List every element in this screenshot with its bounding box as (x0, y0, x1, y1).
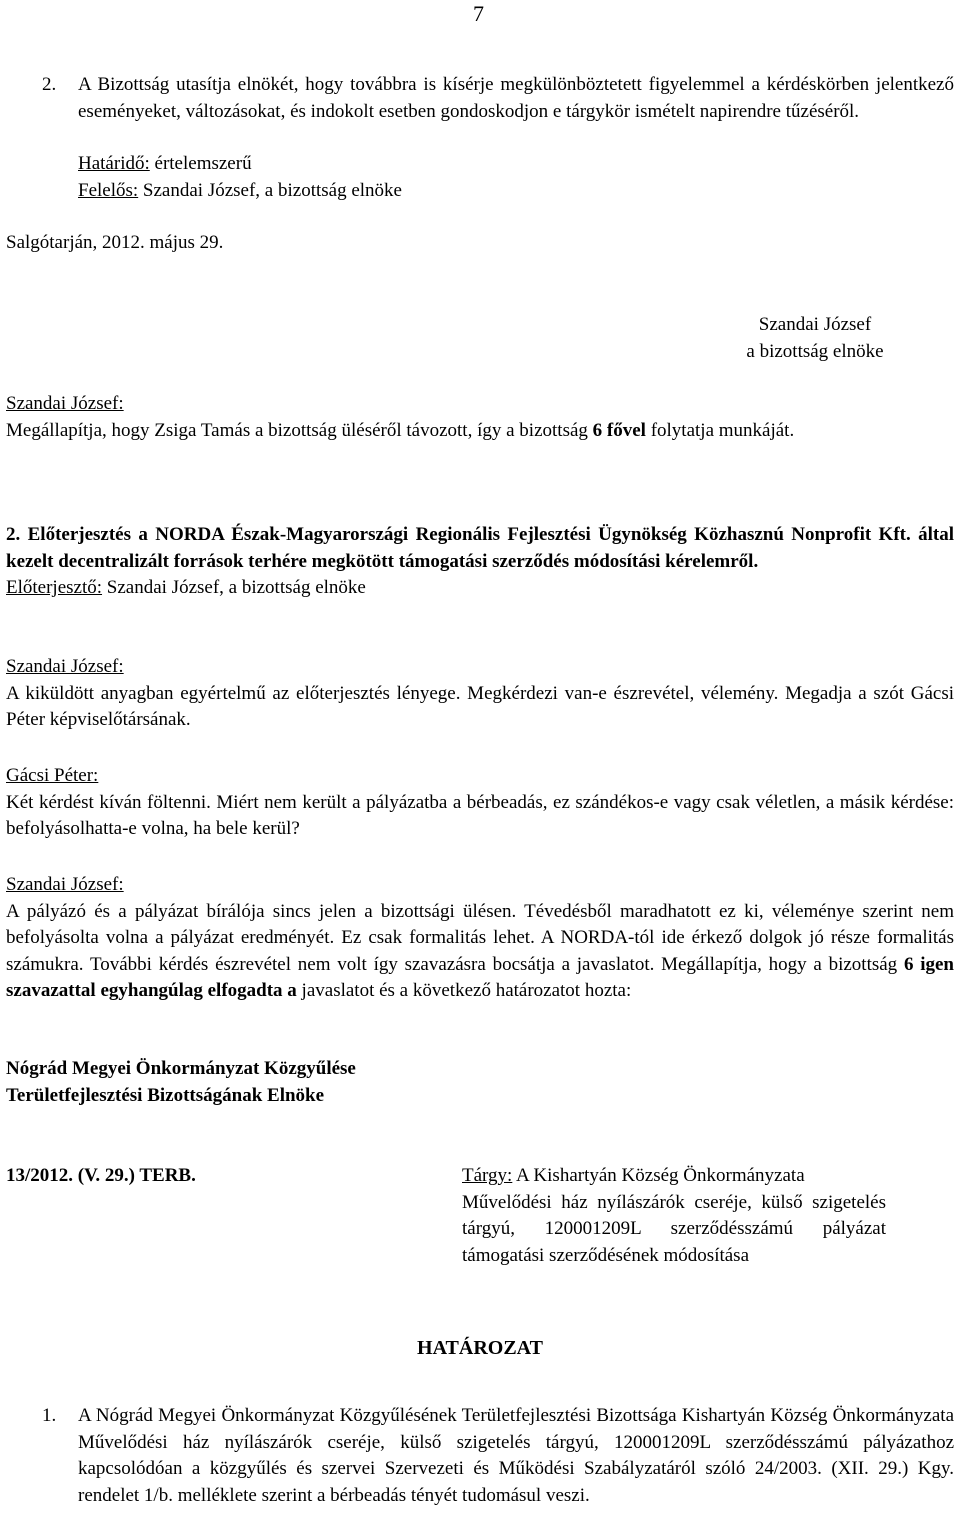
signature-name: Szandai József (758, 314, 872, 335)
speaker-name: Szandai József: (6, 874, 124, 895)
resolution-heading: HATÁROZAT (417, 1337, 543, 1359)
speaker-name: Szandai József: (6, 656, 124, 677)
speaker-name: Szandai József: (6, 393, 124, 414)
signature-title: a bizottság elnöke (746, 340, 884, 362)
page-number: 7 (473, 1, 484, 26)
issuing-body: Nógrád Megyei Önkormányzat Közgyűlése Területfejlesztési Bizottságának Elnöke (6, 1058, 356, 1106)
deadline-value: értelemszerű (149, 153, 252, 174)
responsible-value: Szandai József, a bizottság elnöke (138, 180, 402, 201)
responsible-label: Felelős: (78, 180, 139, 201)
speaker-name: Gácsi Péter: (6, 765, 99, 786)
presenter-line: Előterjesztő: Szandai József, a bizottság elnöke (6, 577, 366, 598)
previous-resolution-item (42, 72, 954, 125)
deadline-label: Határidő: (78, 153, 150, 174)
place-date: Salgótarján, 2012. május 29. (6, 232, 224, 253)
speech-text: A pályázó és a pályázat bírálója sincs jelen a bizottsági ülésen. Tévedésből maradhatott ez ki, véleménye szerint nem befolyásolta volna a pályázat eredményét. Ez csak formalitás lehet. A NORDA-tól ide érkező dolgok jó része formalitás számukra. További kérdés észrevétel nem volt így szavazásra bocsátja a javaslatot. Megállapítja, hogy a bizottság 6 igen szavazattal egyhangúlag elfogadta a javaslatot és a következő határozatot hozta: (6, 900, 954, 1001)
speech-block (6, 763, 954, 843)
agenda-item (6, 522, 954, 602)
speech-block (6, 391, 954, 444)
item-text: A Bizottság utasítja elnökét, hogy továbbra is kísérje megkülönböztetett figyelemmel a kérdéskörben jelentkező eseményeket, változásokat, és indokolt esetben gondoskodjon e tárgykör ismételt napirendre tűzéséről. (78, 74, 954, 122)
agenda-title: 2. Előterjesztés a NORDA Észak-Magyarországi Regionális Fejlesztési Ügynökség Közhasznú Nonprofit Kft. által kezelt decentralizált források terhére megkötött támogatási szerződés módosítási kérelemről. (6, 524, 954, 572)
speech-block (6, 872, 954, 1005)
deadline-line (78, 151, 252, 178)
item-number: 2. (42, 74, 57, 95)
responsible-line (78, 178, 402, 205)
item-number: 1. (42, 1405, 57, 1426)
resolution-number: 13/2012. (V. 29.) TERB. (6, 1165, 196, 1186)
resolution-item (42, 1403, 954, 1509)
item-text: A Nógrád Megyei Önkormányzat Közgyűlésének Területfejlesztési Bizottsága Kishartyán Község Önkormányzata Művelődési ház nyílászárók cseréje, külső szigetelés tárgyú, 120001209L szerződésszámú pályázathoz kapcsolódóan a közgyűlés és szervei Szervezeti és Működési Szabályzatáról szóló 24/2003. (XII. 29.) Kgy. rendelet 1/b. melléklete szerint a bérbeadás tényét tudomásul veszi. (78, 1405, 954, 1506)
resolution-subject: Tárgy: A Kishartyán Község Önkormányzata Művelődési ház nyílászárók cseréje, külső szigetelés tárgyú, 120001209L szerződésszámú pályázat támogatási szerződésének módosítása (462, 1165, 886, 1266)
speech-block (6, 654, 954, 734)
speech-text: Megállapítja, hogy Zsiga Tamás a bizottság üléséről távozott, így a bizottság 6 fővel folytatja munkáját. (6, 419, 795, 441)
signature-block (700, 312, 930, 365)
speech-text: A kiküldött anyagban egyértelmű az előterjesztés lényege. Megkérdezi van-e észrevétel, vélemény. Megadja a szót Gácsi Péter képviselőtársának. (6, 682, 954, 730)
speech-text: Két kérdést kíván föltenni. Miért nem került a pályázatba a bérbeadás, ez szándékos-e vagy csak véletlen, a másik kérdése: befolyásolhatta-e volna, ha bele kerül? (6, 791, 954, 839)
